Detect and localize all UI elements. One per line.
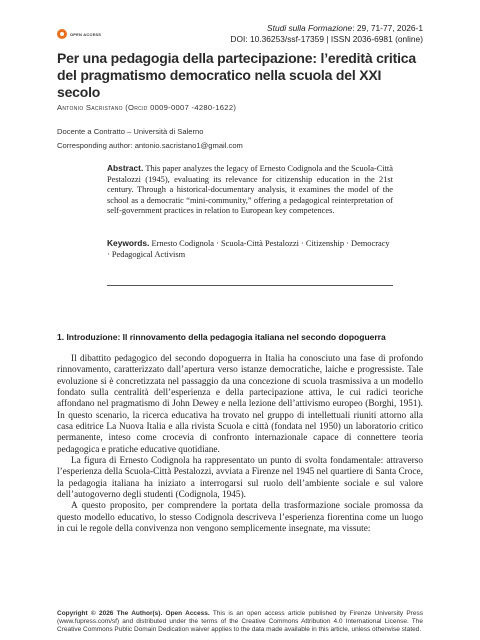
keywords-divider bbox=[107, 285, 393, 286]
keywords-label: Keywords. bbox=[107, 238, 150, 248]
keywords-text: Ernesto Codignola · Scuola-Città Pestalozzi · Citizenship · Democracy · Pedagogical Activism bbox=[107, 239, 390, 259]
author-line bbox=[57, 103, 236, 112]
abstract-label: Abstract. bbox=[107, 163, 144, 173]
journal-info bbox=[230, 23, 423, 45]
open-access-icon bbox=[57, 29, 67, 39]
paragraph: A questo proposito, per comprendere la portata della trasformazione sociale promossa da questo modello educativo, lo stesso Codignola descriveva l’esperienza fiorentina come un luogo in cui le regole della convivenza non vengono semplicemente insegnate, ma vissute: bbox=[57, 501, 423, 535]
copyright-notice bbox=[57, 610, 423, 635]
author-affiliation: Docente a Contratto – Università di Salerno bbox=[57, 127, 204, 136]
article-title: Per una pedagogia della partecipazione: l’eredità critica del pragmatismo democratico nella scuola del XXI secolo bbox=[57, 50, 416, 100]
journal-doi-issn: DOI: 10.36253/ssf-17359 | ISSN 2036-6981 (online) bbox=[230, 34, 423, 44]
paragraph: Il dibattito pedagogico del secondo dopoguerra in Italia ha conosciuto una fase di profondo rinnovamento, caratterizzato dall’apertura verso istanze democratiche, laiche e progressiste. Tale evoluzione si è concretizzata nel passaggio da una concezione di scuola trasmissiva a un modello fondato sulla centralità dell’esperienza e della partecipazione attiva, le cui radici teoriche affondano nel pragmatismo di John Dewey e nella lezione dell’attivismo europeo (Borghi, 1951). In questo scenario, la ricerca educativa ha trovato nel gruppo di intellettuali riuniti attorno alla casa editrice La Nuova Italia e alla rivista Scuola e città (fondata nel 1950) un laboratorio critico permanente, inteso come crocevia di confronto internazionale capace di connettere teoria pedagogica e pratiche educative quotidiane. bbox=[57, 354, 423, 455]
abstract-text: This paper analyzes the legacy of Ernesto Codignola and the Scuola-Città Pestalozzi (1945), evaluating its relevance for citizenship education in the 21st century. Through a historical-documentary analysis, it examines the model of the school as a democratic “mini-community,” offering a pedagogical reinterpretation of self-government practices in relation to European key competences. bbox=[107, 164, 393, 216]
journal-volume-pages: : 29, 71-77, 2026-1 bbox=[352, 23, 423, 33]
copyright-text: This is an open access article published by Firenze University Press (www.fupress.com/sf) and distributed under the terms of the Creative Commons Attribution 4.0 International License. The Creative Commons Public Domain Dedication waiver applies to the data made available in this article, unless otherwise stated. bbox=[57, 610, 423, 634]
open-access-badge bbox=[57, 29, 101, 39]
section-heading: 1. Introduzione: Il rinnovamento della pedagogia italiana nel secondo dopoguerra bbox=[57, 332, 386, 342]
keywords bbox=[107, 238, 393, 260]
journal-citation bbox=[230, 23, 423, 34]
open-access-label: OPEN ACCESS bbox=[70, 31, 102, 37]
copyright-label: Copyright © 2026 The Author(s). Open Access. bbox=[57, 610, 210, 617]
corresponding-author bbox=[57, 141, 243, 150]
corresponding-email[interactable]: antonio.sacristano1@gmail.com bbox=[134, 141, 243, 150]
paragraph: La figura di Ernesto Codignola ha rappresentato un punto di svolta fondamentale: attraverso l’esperienza della Scuola-Città Pestalozzi, avviata a Firenze nel 1945 nel quartiere di Santa Croce, la pedagogia italiana ha iniziato a interrogarsi sul ruolo dell’ambiente sociale e sul valore dell’autogoverno degli studenti (Codignola, 1945). bbox=[57, 456, 423, 501]
body-text bbox=[57, 354, 423, 536]
journal-name: Studi sulla Formazione bbox=[267, 23, 353, 33]
author-name: Antonio Sacristano bbox=[57, 103, 123, 112]
author-orcid: (Orcid 0009-0007 -4280-1622) bbox=[125, 103, 237, 112]
abstract bbox=[107, 163, 393, 217]
corresponding-label: Corresponding author: bbox=[57, 141, 133, 150]
